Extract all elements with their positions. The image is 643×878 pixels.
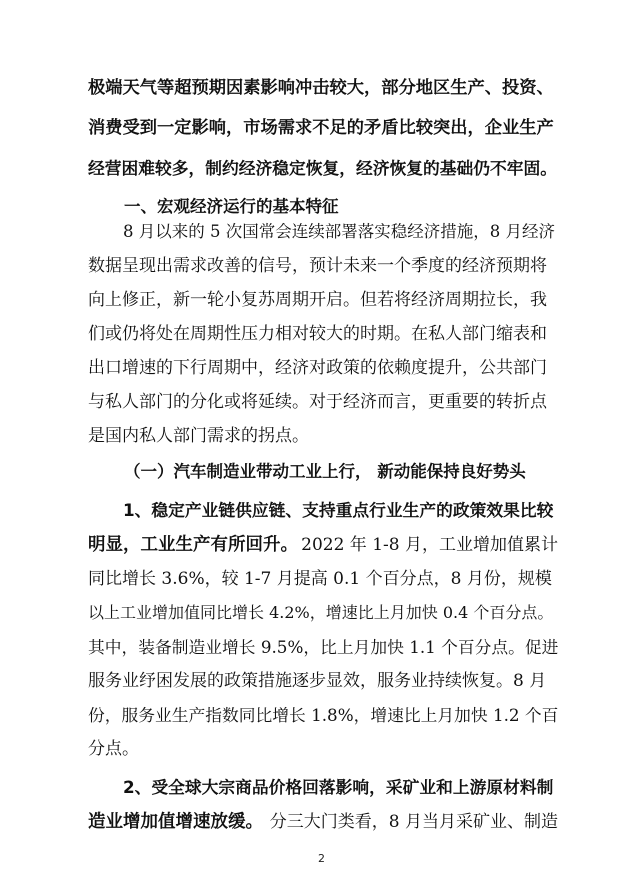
paragraph-line: 极端天气等超预期因素影响冲击较大，部分地区生产、投资、 [88,78,554,98]
page-number: 2 [318,852,325,865]
paragraph-line: 其中，装备制造业增长 9.5%，比上月加快 1.1 个百分点。促进 [88,637,559,657]
section-heading: 一、宏观经济运行的基本特征 [124,197,339,216]
paragraph-line: 同比增长 3.6%，较 1-7 月提高 0.1 个百分点，8 月份，规模 [88,569,552,589]
paragraph-line: 们或仍将处在周期性压力相对较大的时期。在私人部门缩表和 [88,324,547,344]
bold-lead-text: 明显，工业生产有所回升。 [88,535,298,555]
normal-text: 分三大门类看，8 月当月采矿业、制造 [269,812,558,832]
subsection-heading: （一）汽车制造业带动工业上行， 新动能保持良好势头 [124,462,526,481]
paragraph-line: 分点。 [88,739,139,759]
paragraph-line: 与私人部门的分化或将延续。对于经济而言，更重要的转折点 [88,392,547,412]
paragraph-line: 经营困难较多，制约经济稳定恢复，经济恢复的基础仍不牢固。 [88,158,558,178]
paragraph-line: 数据呈现出需求改善的信号，预计未来一个季度的经济预期将 [88,256,547,276]
paragraph-line: 8 月以来的 5 次国常会连续部署落实稳经济措施，8 月经济 [123,222,555,241]
paragraph-line: 是国内私人部门需求的拐点。 [88,426,309,446]
paragraph-line: 份，服务业生产指数同比增长 1.8%，增速比上月加快 1.2 个百 [88,705,559,725]
paragraph-line: 消费受到一定影响，市场需求不足的矛盾比较突出，企业生产 [88,118,554,138]
paragraph-line-mixed [88,535,558,555]
paragraph-line: 向上修正，新一轮小复苏周期开启。但若将经济周期拉长，我 [88,290,547,310]
bold-lead-text: 造业增加值增速放缓。 [88,812,263,832]
paragraph-line-mixed [88,812,558,832]
paragraph-line: 出口增速的下行周期中，经济对政策的依赖度提升，公共部门 [88,358,547,378]
paragraph-line: 2、受全球大宗商品价格回落影响，采矿业和上游原材料制 [123,777,554,797]
normal-text: 2022 年 1-8 月，工业增加值累计 [301,535,558,555]
paragraph-line: 以上工业增加值同比增长 4.2%，增速比上月加快 0.4 个百分点。 [88,603,554,622]
paragraph-line: 服务业纾困发展的政策措施逐步显效，服务业持续恢复。8 月 [88,671,547,691]
paragraph-line: 1、稳定产业链供应链、支持重点行业生产的政策效果比较 [123,500,554,520]
